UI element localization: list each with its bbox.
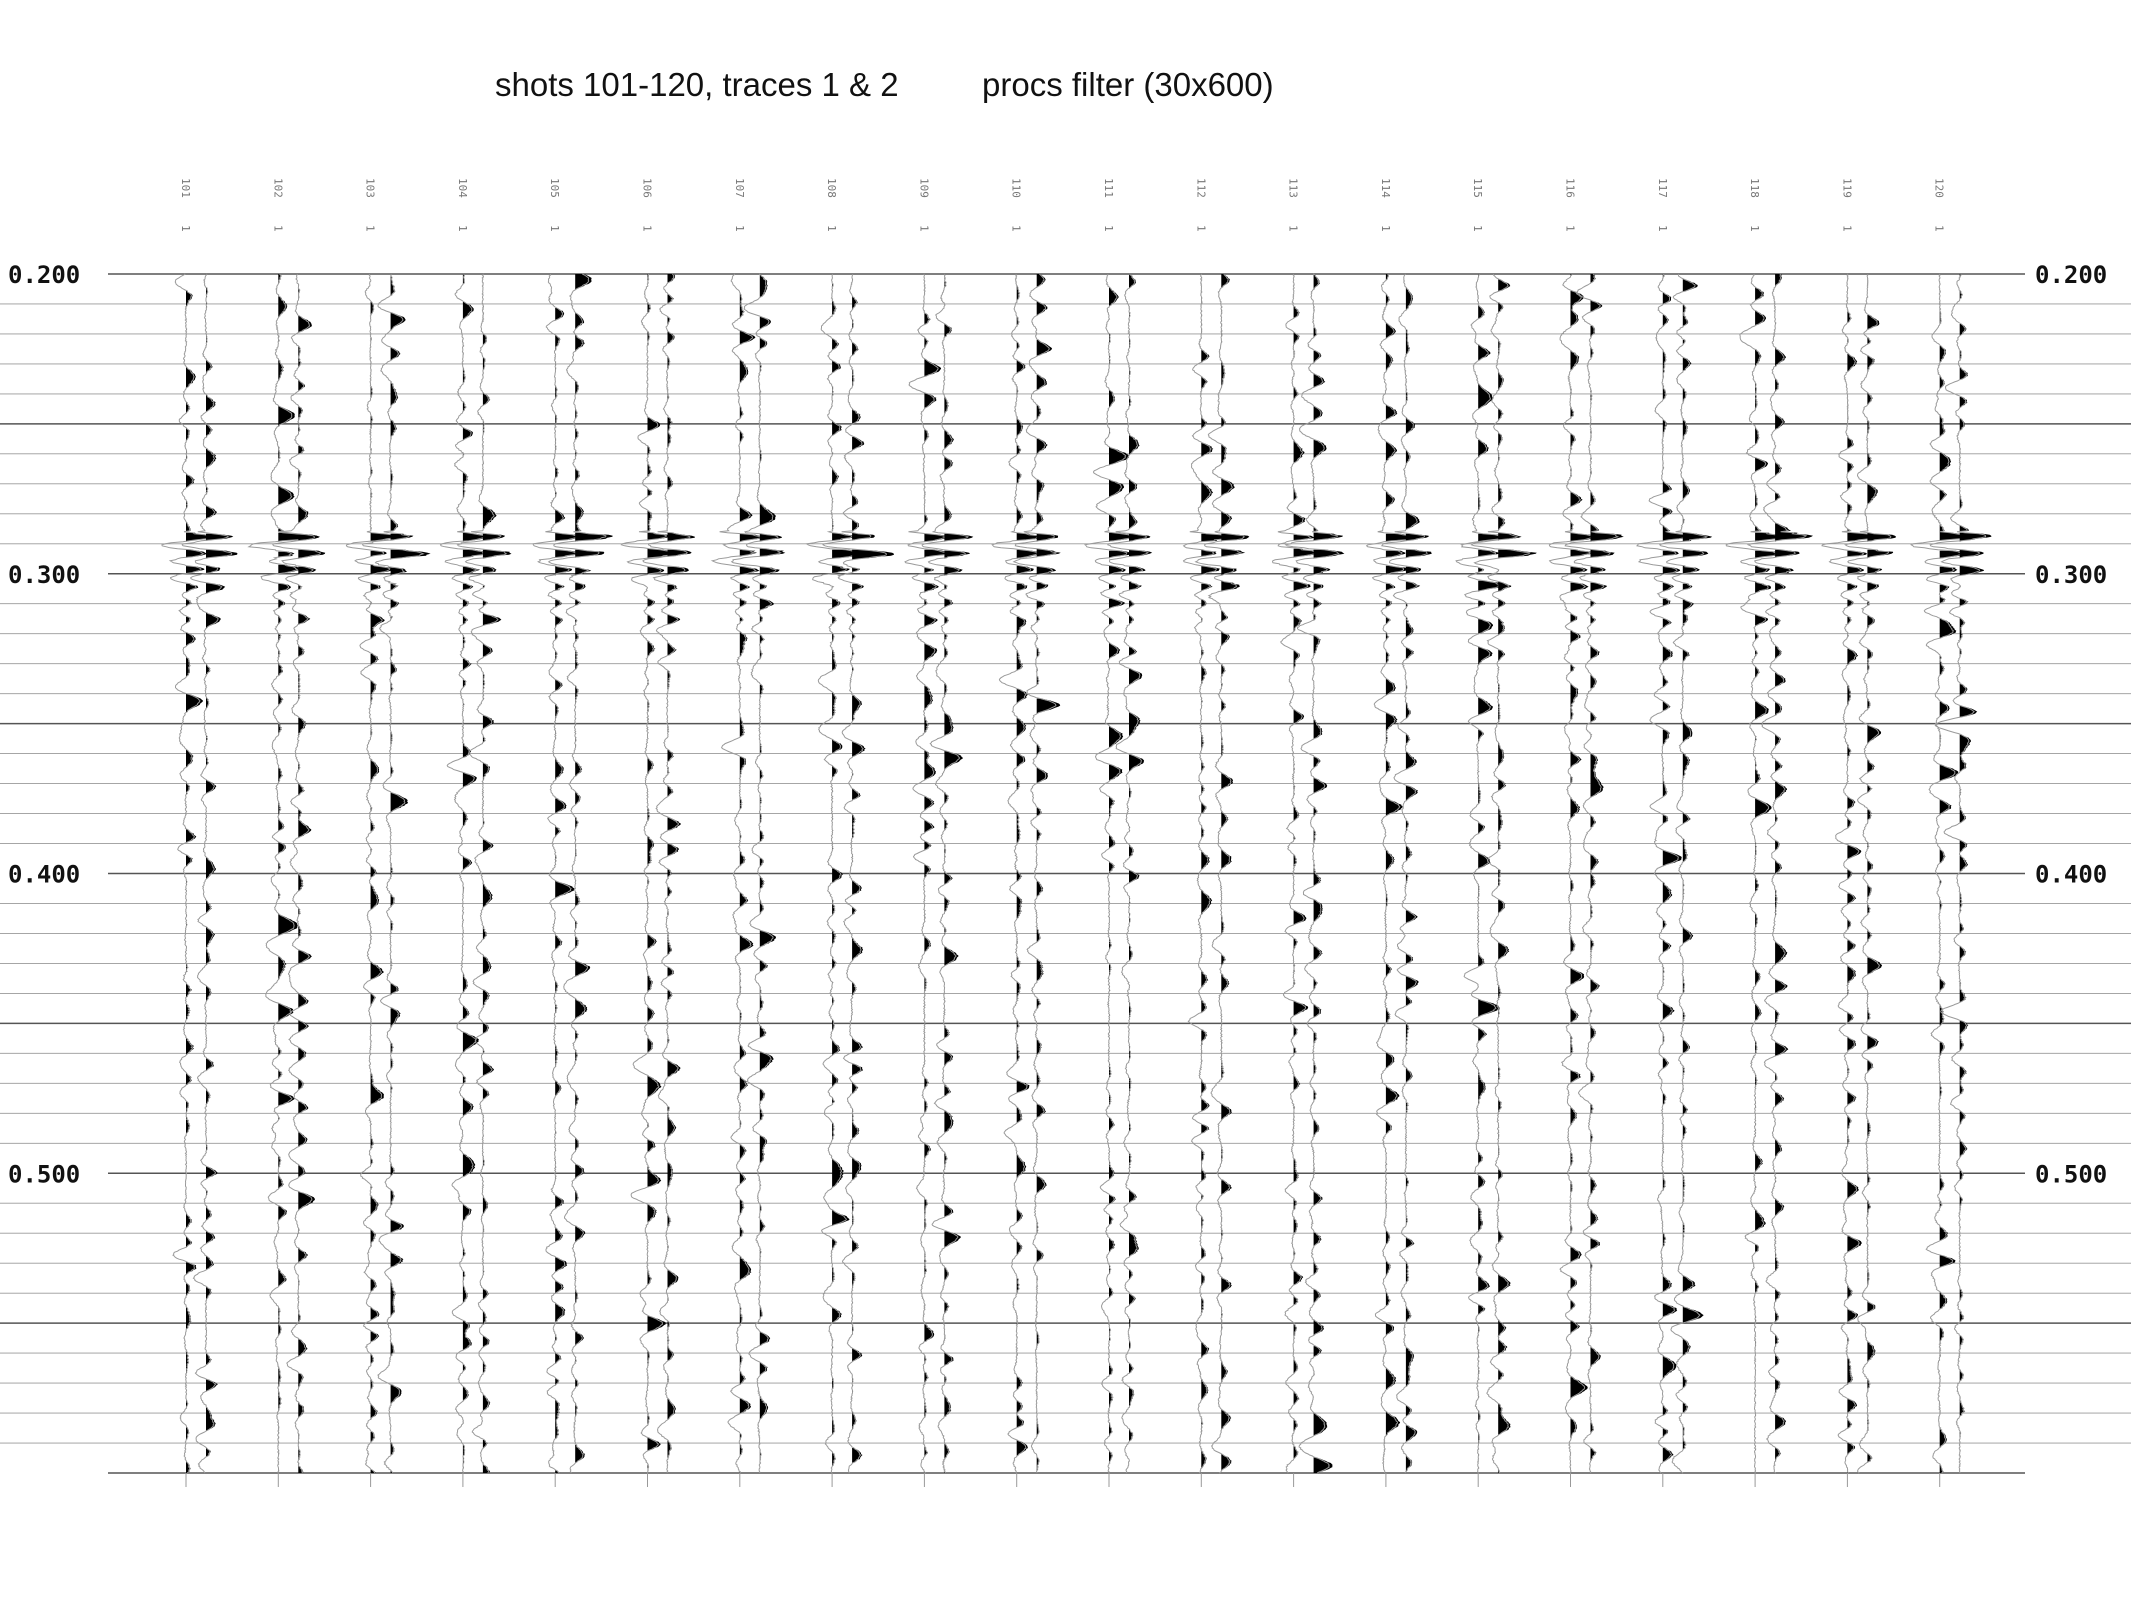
trace-header — [1471, 225, 1484, 232]
trace-header — [1656, 225, 1669, 232]
shot-number-label: 103 — [363, 178, 377, 198]
trace-header — [1194, 225, 1207, 232]
trace-number-label: 1 — [1655, 225, 1669, 232]
trace-number-label: 1 — [1194, 225, 1208, 232]
trace-fill-shot-115 — [1498, 279, 1537, 1473]
trace-header — [1102, 178, 1115, 198]
trace-header — [364, 178, 377, 198]
trace-number-label: 1 — [1563, 225, 1577, 232]
trace-header — [548, 225, 561, 232]
trace-number-label: 1 — [548, 225, 562, 232]
trace-fill-shot-105 — [575, 274, 613, 1464]
trace-number-label: 1 — [732, 225, 746, 232]
y-tick-label-left: 0.200 — [8, 261, 81, 289]
trace-header — [456, 178, 469, 198]
trace-header — [1471, 178, 1484, 198]
trace-number-label: 1 — [1748, 225, 1762, 232]
y-tick-label-left: 0.500 — [8, 1160, 81, 1189]
trace-number-label: 1 — [271, 225, 285, 232]
trace-number-label: 1 — [917, 225, 931, 232]
trace-header — [548, 178, 561, 198]
y-axis-left — [8, 261, 80, 1188]
y-axis-right — [2035, 261, 2107, 1188]
shot-number-label: 119 — [1840, 178, 1854, 198]
trace-number-label: 1 — [1286, 225, 1300, 232]
trace-header — [1933, 178, 1946, 198]
trace-header — [1010, 225, 1023, 232]
trace-number-label: 1 — [1840, 225, 1854, 232]
trace-fill-shot-114 — [1406, 288, 1432, 1472]
trace-header — [917, 225, 930, 232]
trace-header — [1102, 225, 1115, 232]
trace-number-label: 1 — [455, 225, 469, 232]
trace-number-label: 1 — [1932, 225, 1946, 232]
shot-number-label: 112 — [1194, 178, 1208, 198]
trace-header — [1840, 225, 1853, 232]
y-tick-label-right: 0.300 — [2035, 560, 2108, 589]
chart-title: shots 101-120, traces 1 & 2 — [495, 66, 899, 103]
shot-number-label: 110 — [1009, 178, 1023, 198]
y-tick-label-right: 0.400 — [2035, 860, 2108, 889]
shot-number-label: 117 — [1655, 178, 1669, 198]
trace-header — [1933, 225, 1946, 232]
trace-fill-shot-117 — [1683, 279, 1712, 1473]
shot-number-label: 101 — [179, 178, 192, 198]
trace-header — [179, 178, 192, 198]
trace-number-label: 1 — [640, 225, 654, 232]
trace-header — [1194, 178, 1207, 198]
shot-number-label: 109 — [917, 178, 931, 198]
trace-header — [271, 225, 284, 232]
trace-header — [1287, 178, 1300, 198]
trace-number-label: 1 — [1471, 225, 1485, 232]
trace-fill-shot-102 — [298, 284, 325, 1473]
trace-number-label: 1 — [179, 225, 192, 232]
trace-header — [1840, 178, 1853, 198]
trace-number-label: 1 — [1102, 225, 1115, 232]
y-tick-label-right: 0.200 — [2035, 261, 2108, 289]
trace-number-label: 1 — [363, 225, 377, 232]
shot-number-label: 116 — [1563, 178, 1577, 198]
shot-number-label: 108 — [825, 178, 839, 198]
trace-header — [1748, 178, 1761, 198]
shot-number-label: 120 — [1932, 178, 1946, 198]
trace-header — [733, 225, 746, 232]
trace-fill-shot-103 — [371, 280, 403, 1473]
shot-number-label: 105 — [548, 178, 562, 198]
trace-header — [1656, 178, 1669, 198]
shot-number-label: 104 — [455, 178, 469, 198]
trace-header — [641, 225, 654, 232]
shot-number-label: 107 — [732, 178, 746, 198]
trace-fill-shot-111 — [1109, 287, 1141, 1473]
y-tick-label-left: 0.300 — [8, 560, 81, 589]
chart-subtitle: procs filter (30x600) — [982, 66, 1274, 103]
trace-header — [1748, 225, 1761, 232]
trace-header — [1564, 178, 1577, 198]
trace-header — [1287, 225, 1300, 232]
trace-header — [1564, 225, 1577, 232]
trace-fill-shot-112 — [1201, 274, 1233, 1469]
y-tick-label-right: 0.500 — [2035, 1160, 2108, 1189]
trace-header — [1379, 178, 1392, 198]
trace-header — [825, 225, 838, 232]
trace-fill-shot-110 — [1017, 276, 1045, 1457]
trace-header — [825, 178, 838, 198]
y-tick-label-left: 0.400 — [8, 860, 81, 889]
trace-header — [179, 225, 192, 232]
trace-headers — [179, 178, 1946, 232]
trace-header — [1379, 225, 1392, 232]
trace-header — [641, 178, 654, 198]
trace-fill-shot-108 — [852, 274, 894, 1464]
shot-number-label: 102 — [271, 178, 285, 198]
shot-number-label: 118 — [1748, 178, 1762, 198]
trace-number-label: 1 — [1378, 225, 1392, 232]
shot-number-label: 115 — [1471, 178, 1485, 198]
trace-fill-shot-101 — [186, 291, 217, 1473]
trace-number-label: 1 — [1009, 225, 1023, 232]
trace-header — [1010, 178, 1023, 198]
trace-header — [733, 178, 746, 198]
shot-number-label: 113 — [1286, 178, 1300, 198]
trace-header — [456, 225, 469, 232]
trace-number-label: 1 — [825, 225, 839, 232]
shot-number-label: 111 — [1102, 178, 1115, 198]
trace-header — [917, 178, 930, 198]
trace-header — [271, 178, 284, 198]
trace-header — [364, 225, 377, 232]
shot-number-label: 114 — [1378, 178, 1392, 198]
wiggle-traces — [162, 274, 1992, 1487]
timing-lines — [0, 274, 2131, 1473]
shot-number-label: 106 — [640, 178, 654, 198]
